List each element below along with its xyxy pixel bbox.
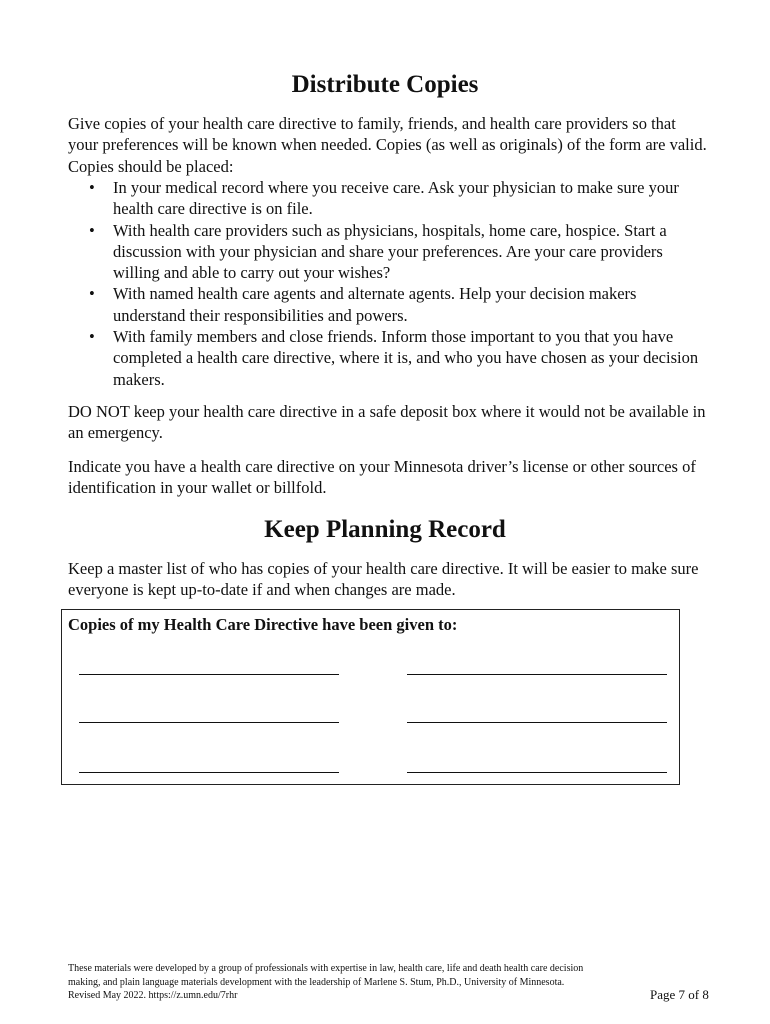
- distribute-copies-heading: Distribute Copies: [291, 71, 479, 98]
- list-item: • With family members and close friends. Inform those important to you that you have completed a health care directive, where it is, and who you have chosen as your decision makers.: [68, 326, 708, 390]
- list-item: • With health care providers such as physicians, hospitals, home care, hospice. Start a discussion with your physician and share your preferences. Are your care providers willing and able to carry out your wishes?: [68, 220, 708, 284]
- footer-credits: These materials were developed by a group of professionals with expertise in law, health care, life and death health care decision making, and plain language materials development with the leadership of Marlene S. Stum, Ph.D., University of Minnesota. Revised May 2022. https://z.umn.edu/7rhr: [68, 963, 584, 1001]
- copies-box-title: Copies of my Health Care Directive have been given to:: [68, 615, 458, 634]
- recipient-blank-line[interactable]: [407, 722, 667, 723]
- indicate-paragraph: Indicate you have a health care directive on your Minnesota driver’s license or other sources of identification in your wallet or billfold.: [68, 457, 696, 498]
- copies-given-to-box: [61, 609, 680, 785]
- do-not-paragraph: DO NOT keep your health care directive in a safe deposit box where it would not be available in an emergency.: [68, 402, 706, 443]
- list-item: • In your medical record where you receive care. Ask your physician to make sure your health care directive is on file.: [68, 177, 708, 220]
- distribute-intro-paragraph: Give copies of your health care directive to family, friends, and health care providers so that your preferences will be known when needed. Copies (as well as originals) of the form are valid. Copies should be placed:: [68, 114, 707, 176]
- recipient-blank-line[interactable]: [407, 674, 667, 675]
- keep-intro-paragraph: Keep a master list of who has copies of your health care directive. It will be easier to make sure everyone is kept up-to-date if and when changes are made.: [68, 559, 699, 600]
- page-number: Page 7 of 8: [650, 987, 709, 1002]
- recipient-blank-line[interactable]: [407, 772, 667, 773]
- recipient-blank-line[interactable]: [79, 772, 339, 773]
- recipient-blank-line[interactable]: [79, 722, 339, 723]
- placement-bullet-list: [68, 177, 708, 390]
- list-item: • With named health care agents and alternate agents. Help your decision makers understand their responsibilities and powers.: [68, 283, 708, 326]
- recipient-blank-line[interactable]: [79, 674, 339, 675]
- keep-planning-record-heading: Keep Planning Record: [264, 516, 506, 543]
